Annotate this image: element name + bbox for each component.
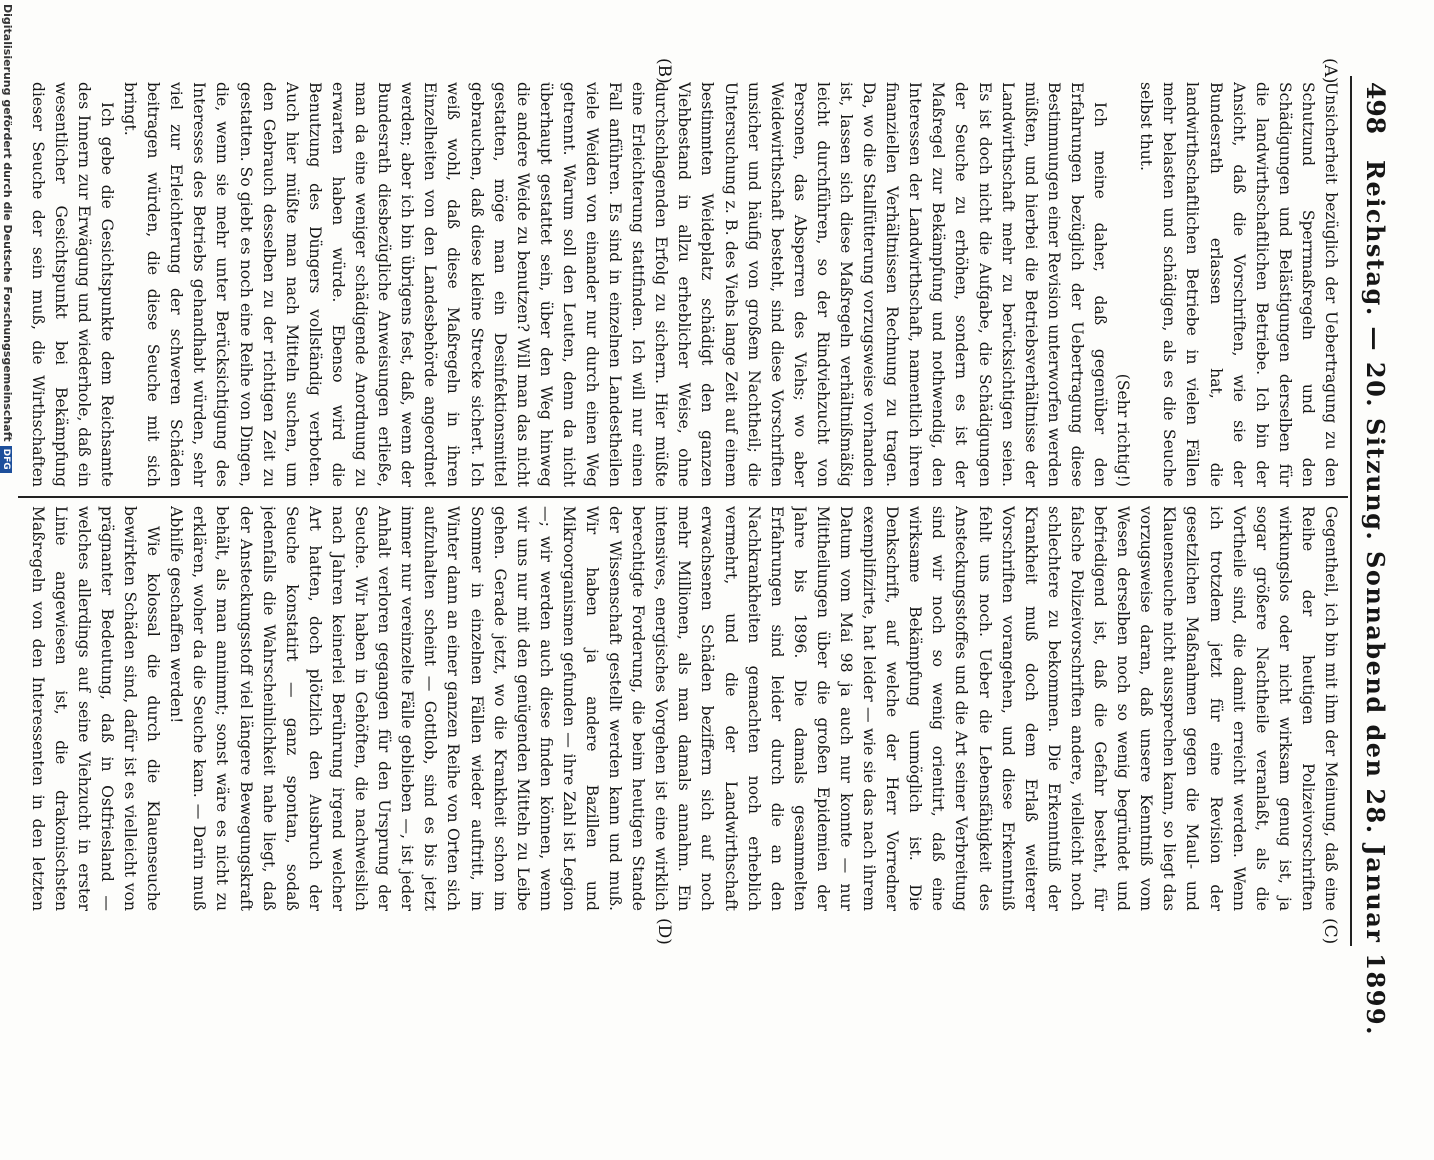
page-header [1348,0,1398,1036]
header-rule [1350,76,1352,946]
paragraph: Ich meine daher, daß gegenüber den Erfahrungen bezüglich der Uebertragung diese Bestimmungen einer Revision unterworfen werden müßten, und hierbei die Betriebsverhältnisse der Landwirthschaft mehr zu berücksichtigen seien. Es ist doch nicht die Aufgabe, die Schädigungen der Seuche zu erhöhen, sondern es ist der Maßregel zur Bekämpfung und nothwendig, den Interessen der Landwirthschaft, namentlich ihren finanziellen Verhältnissen Rechnung zu tragen. Da, wo die Stallfütterung vorzugsweise vorhanden ist, lassen sich diese Maßregeln verhältnißmäßig leicht durchführen, so der Rindviehzucht von Personen, das Absperren des Viehs; wo aber Weidewirthschaft besteht, sind diese Vorschriften unsicher und häufig von großem Nachtheil; die Untersuchung z. B. des Viehs lange Zeit auf einem bestimmten Weideplatz schädigt den ganzen Viehbestand in allzu erheblicher Weise, ohne durchschlagenden Erfolg zu sichern. Hier müßte eine Erleichterung stattfinden. Ich will nur einen Fall anführen. Es sind in einzelnen Landestheilen viele Weiden von einander nur durch einen Weg getrennt. Warum soll den Leuten, denn da nicht überhaupt gestattet sein, über den Weg hinweg die andere Weide zu benutzen? Will man das nicht gestatten, möge man ein Desinfektionsmittel gebrauchen, daß diese kleine Strecke sichert. Ich weiß wohl, daß diese Maßregeln in ihren Einzelheiten von den Landesbehörde angeordnet werden; aber ich bin übrigens fest, daß, wenn der Bundesrath diesbezügliche Anweisungen erließe, man da eine weniger schädigende Anordnung zu erwarten haben würde. Ebenso wird die Benutzung des Düngers vollständig verboten. Auch hier müßte man nach Mitteln suchen, um den Gebrauch desselben zu der richtigen Zeit zu gestatten. So giebt es noch eine Reihe von Dingen, die, wenn sie mehr unter Berücksichtigung des Interesses des Betriebs gehandhabt würden, sehr viel zur Erleichterung der schweren Schäden beitragen würden, die diese Seuche mit sich bringt. [121,82,1110,487]
left-column [27,82,1342,487]
margin-mark-d: (D) [654,918,674,945]
right-column [27,506,1342,911]
margin-mark-b: (B) [654,58,674,84]
column-divider [18,496,1348,498]
digitization-credit [0,0,14,1004]
credit-text: Digitalisierung gefördert durch die Deutsche Forschungsgemeinschaft [1,4,14,442]
paragraph: Gegentheil, ich bin mit ihm der Meinung, daß eine Reihe der heutigen Polizeivorschriften wirkungslos oder nicht wirksam genug ist, ja sogar größere Nachtheile veranlaßt, als die Vortheile sind, die damit erreicht werden. Wenn ich trotzdem jetzt für eine Revision der gesetzlichen Maßnahmen gegen die Maul- und Klauenseuche nicht aussprechen kann, so liegt das vorzugsweise daran, daß unsere Kenntniß vom Wesen derselben noch so wenig begründet und befriedigend ist, daß die Gefahr besteht, für falsche Polizeivorschriften andere, vielleicht noch schlechtere zu bekommen. Die Erkenntniß der Krankheit muß doch dem Erlaß weiterer Vorschriften vorangehen, und diese Erkenntniß fehlt uns noch. Ueber die Lebensfähigkeit des Ansteckungsstoffes und die Art seiner Verbreitung sind wir noch so wenig orientirt, daß eine wirksame Bekämpfung unmöglich ist. Die Denkschrift, auf welche der Herr Vorredner exemplifizirte, hat leider — wie sie das nach ihrem Datum vom Mai 98 ja auch nur konnte — nur Mittheilungen über die großen Epidemien der Jahre bis 1896. Die damals gesammelten Erfahrungen sind leider durch die an den Nachkrankheiten gemachten noch erheblich vermehrt, und die der Landwirthschaft erwachsenen Schäden beziffern sich auf noch mehr Millionen, als man damals annahm. Ein intensives, energisches Vorgehen ist eine wirklich berechtigte Forderung, die beim heutigen Stande der Wissenschaft gestellt werden kann und muß. Wir haben ja andere Bazillen und Mikroorganismen gefunden — ihre Zahl ist Legion —; wir werden auch diese finden können, wenn wir uns nur mit den genügenden Mitteln zu Leibe gehen. Gerade jetzt, wo die Krankheit schon im Sommer in einzelnen Fällen wieder auftritt, im Winter dann an einer ganzen Reihe von Orten sich aufzuhalten scheint — Gottlob, sind es bis jetzt immer nur vereinzelte Fälle geblieben —, ist jeder Anhalt verloren gegangen für den Ursprung der Seuche. Wir haben in Gehöften, die nachweislich nach Jahren keinerlei Berührung irgend welcher Art hatten, doch plötzlich den Ausbruch der Seuche konstatirt — ganz spontan, sodaß jedenfalls die Wahrscheinlichkeit nahe liegt, daß der Ansteckungsstoff viel längere Bewegungskraft behält, als man annimmt; sonst wäre es nicht zu erklären, woher da die Seuche kam. — Darin muß Abhilfe geschaffen werden! [167,506,1340,911]
margin-mark-a: (A) [1320,58,1340,84]
page-number: 498 [1361,82,1390,135]
paragraph: Wie kolossal die durch die Klauenseuche bewirkten Schäden sind, dafür ist es vielleicht von prägnanter Bedeutung, daß in Ostfriesland — welches allerdings auf seine Viehzucht in erster Linie angewiesen ist, die drakonischsten Maßregeln von den Interessenten in den letzten [28,506,163,911]
interjection: (Sehr richtig!) [1114,373,1133,487]
running-title: Reichstag. — 20. Sitzung. Sonnabend den 28. Januar 1899. [1361,160,1390,1036]
paragraph: Unsicherheit bezüglich der Uebertragung zu den Schutzund Sperrmaßregeln und den Schädigungen und Belästigungen derselben für die landwirthschaftlichen Betriebe. Ich bin der Ansicht, daß die Vorschriften, wie sie der Bundesrath erlassen hat, die landwirthschaftlichen Betriebe in vielen Fällen mehr belasten und schädigen, als es die Seuche selbst thut. [1137,82,1340,487]
dfg-logo: DFG [0,446,12,473]
paragraph: Ich gebe die Gesichtspunkte dem Reichsamte des Innern zur Erwägung und wiederhole, daß ein wesentlicher Gesichtspunkt bei Bekämpfung dieser Seuche der sein muß, die Wirthschaften [28,82,117,487]
margin-mark-c: (C) [1320,918,1340,945]
